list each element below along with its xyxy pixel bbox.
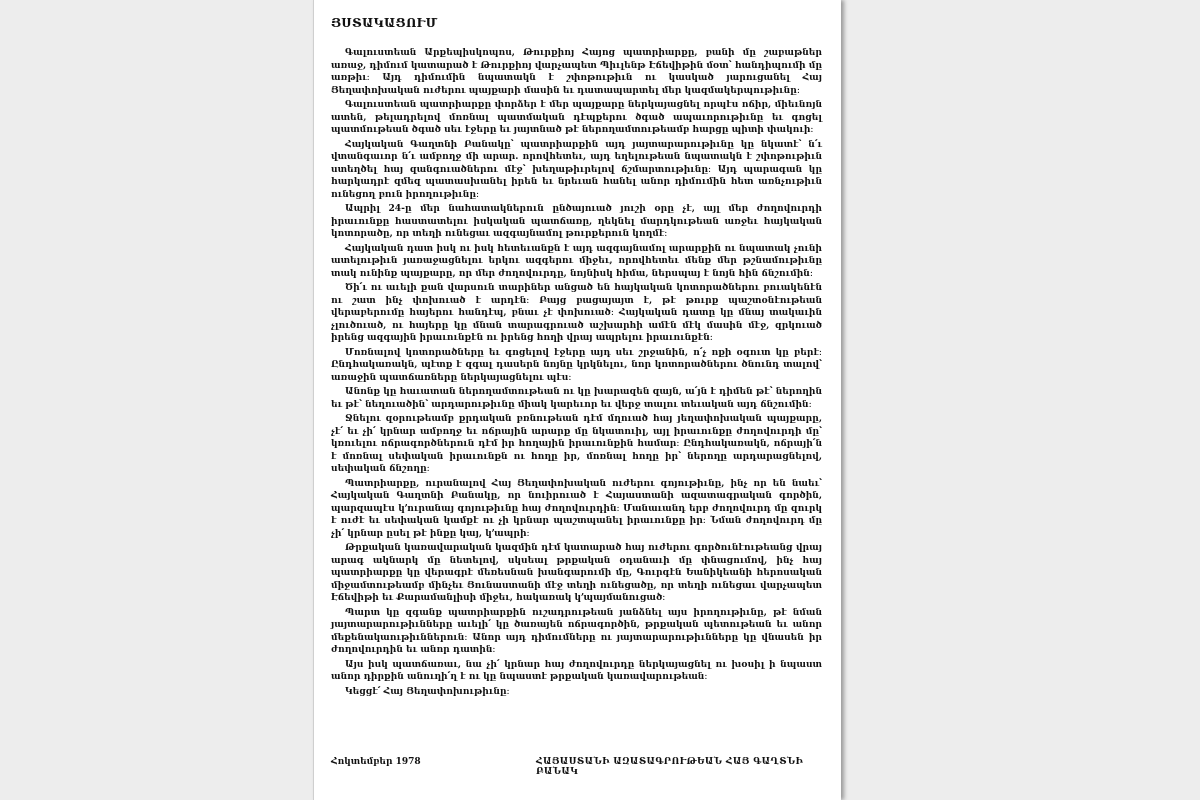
paragraph: Հայկական դատ իսկ ու իսկ հետեւանքն է այդ ազգայնամոլ արարքին ու նպատակ չունի ատելութիւն յառաջացնելու երկու ազգերու միջեւ, որովհետեւ մենք մեր թշնամութիւնը տակ ունինք պայքարը, որ մեր ժողովուրդը, նոյնիսկ հիմա, ներսպայ է նոյն հին ճնշումին։ (331, 242, 822, 279)
paragraph: Հայկական Գաղտնի Բանակը՝ պատրիարքին այդ յայտարարութիւնը կը նկատէ՝ ն՛ւ վտանգաւոր ն՛ւ ամբողջ մի արար. որովհետեւ, այդ եղելութեան նպատակն է շփոթութիւն ստեղծել հայ զանգուածներու մէջ՝ խեղաթիւրելով ճշմարտութիւնը։ Այդ պարագան կը հարկադրէ զմեզ պատասխանել իրեն եւ նրեւան հանել անոր դիմումին հետ առնչութիւն ունեցող բուն իրողութիւնը։ (331, 138, 822, 200)
paragraph: Պարտ կը զգանք պատրիարքին ուշադրութեան յանձնել այս իրողութիւնը, թէ նման յայտարարութիւնները աւելի՛ կը ծառայեն ոճրագործին, թրքական պետութեան եւ անոր մեքենակաութիւններուն։ Անոր այդ դիմումները ու յայտարարութիւնները կը վնասեն իր ժողովուրդին եւ անոր դատին։ (331, 606, 822, 655)
paragraph: Անոնք կը հաւատան ներողամտութեան ու կը խարազեն զայն, ա՛յն է դիմեն թէ՝ ներողին եւ թէ՝ նեղուածին՝ արդարութիւնը միակ կարեւոր եւ վերջ տալու տեւական այդ ճնշումին։ (331, 386, 822, 410)
document-body (331, 47, 822, 700)
paragraph: Թրքական կառավարական կազմին դէմ կատարած հայ ուժերու գործունէութեանց վրայ արագ ակնարկ մը նետելով, սկսեալ թրքական օդանաւի մը փնացումով, ինչ հայ պատրիարքը կը վերագրէ մեռեսնան խանգարումի մը, Գուրգէն Եանիկեանի հերոսական միջամտութեամբ մինչեւ Յունաստանի մէջ տեղի ունեցածը, որ տեղի ունեցաւ վարչապետ Էճեվիթի եւ Քարամանլիսի միջեւ, հակառակ կ՚պայմանուցած։ (331, 542, 822, 603)
footer-date: Հոկտեմբեր 1978 (331, 757, 421, 767)
paragraph: Ապրիլ 24-ը մեր նահատակներուն ընծայուած յուշի օրը չէ, այլ մեր ժողովուրդի իրաւունքը հաստատելու իսկական պատճառը, ղեկնել մարդկութեան առջեւ հայկական կոտորածը, որ տեղի ունեցաւ ազգայնամոլ թուրքերուն կողմէ։ (331, 203, 822, 239)
closing-line: Կեցցէ՛ Հայ Յեղափոխութիւնը։ (345, 685, 510, 697)
paragraph: Մոռնալով կոտորածները եւ գոցելով էջերը այդ սեւ շրջանին, ո՛չ ոքի օգուտ կը բերէ։ Ընդհակառակն, պէտք է զգալ դասերն նոյնը կրկնելու, նոր կոտորածներու ծնունդ տալով՝ առաջին պատճառները ներկայացնելու պէս։ (331, 346, 822, 383)
paragraph: Պատրիարքը, ուրանալով Հայ Յեղափոխական ուժերու գոյութիւնը, ինչ որ են նաեւ՝ Հայկական Գաղտնի Բանակը, որ նուիրուած է Հայաստանի ազատագրական գործին, պարզապէս կ՚ուրանայ գոյութիւնը հայ ժողովուրդին։ Մանաւանդ երբ ժողովուրդ մը զուրկ է ուժէ եւ սեփական կամքէ ու չի կրնար պաշտպանել իրաւունքը իր։ Նման ժողովուրդ մը չի՛ կրնար ըսել թէ ինքը կայ, կ՚ապրի։ (331, 477, 822, 539)
document-title: ՅՍՏԱԿԱՑՈՒՄ (331, 16, 438, 30)
paragraph: Ծի՛ւ ու աւելի քան վարսուն տարիներ անցած են հայկական կոտորածներու բուակենէն ու շատ ինչ փոխուած է արդէն։ Բայց բացայայտ է, թէ թուրք պաշտօնէութեան վերաբերումը հայերու հանդէպ, բնաւ չէ փոխուած։ Հայկական դատը կը մնայ տակաւին չլուծուած, ու հայերը կը մնան տարագրուած աշխարհի ամէն մէկ մասին մէջ, զրկուած իրենց ազգային իրաւունքէն ու իրենց հողի վրայ ապրելու իրաւունքէն։ (331, 282, 822, 343)
paragraph: Գալուստեան Արքեպիսկոպոս, Թուրքիոյ Հայոց պատրիարքը, բանի մը շաբաթներ առաջ, դիմում կատարած է Թուրքիոյ վարչապետ Պիւլենթ Էճեվիթին մօտ՝ հանդիպումի մը առթիւ։ Այդ դիմումին նպատակն է շփոթութիւն ու կասկած յարուցանել Հայ Յեղափոխական ուժերու պայքարի մասին եւ դատապարտել մեր կազմակերպութիւնը։ (331, 47, 822, 96)
paragraph: Ջնելու զօրութեամբ քրդական բռնութեան դէմ մղուած հայ յեղափոխական պայքարը, չէ՛ եւ չի՛ կրնար ամբողջ եւ ոճրային արարք մը նկատուիլ, այլ իրաւունքը ժողովուրդի մը՝ կռուելու ոճրագործներուն դէմ իր հողային իրաւունքին համար։ Ընդհակառակն, ոճրայի՛ն է մոռնալ սեփական իրաւունքն ու հողը իր, մոռնալ հողը իր՝ ներողը արդարացնելով, սեփական ճնշողը։ (331, 413, 822, 474)
paragraph: Գալուստեան պատրիարքը փորձեր է մեր պայքարը ներկայացնել որպէս ոճիր, միեւնոյն ատեն, թելադրելով մոռնալ պատմական դէպքերու ծգած ապաւորութիւնը եւ գոցել պատմութեան ծգած սեւ էջերը եւ յայտնած թէ ներողամտութեամբ հարցը պիտի փակուի։ (331, 99, 822, 135)
paragraph: Այս իսկ պատճառաւ, նա չի՛ կրնար հայ ժողովուրդը ներկայացնել ու խօսիլ ի նպաստ անոր դիրքին անուղի՛ղ է ու կը նպաստէ թրքական կառավարութեան։ (331, 658, 822, 682)
footer-signature: ՀԱՅԱՍՏԱՆԻ ԱԶԱՏԱԳՐՈՒԹԵԱՆ ՀԱՅ ԳԱՂՏՆԻ ԲԱՆԱԿ (536, 757, 804, 777)
document-page (313, 0, 841, 800)
